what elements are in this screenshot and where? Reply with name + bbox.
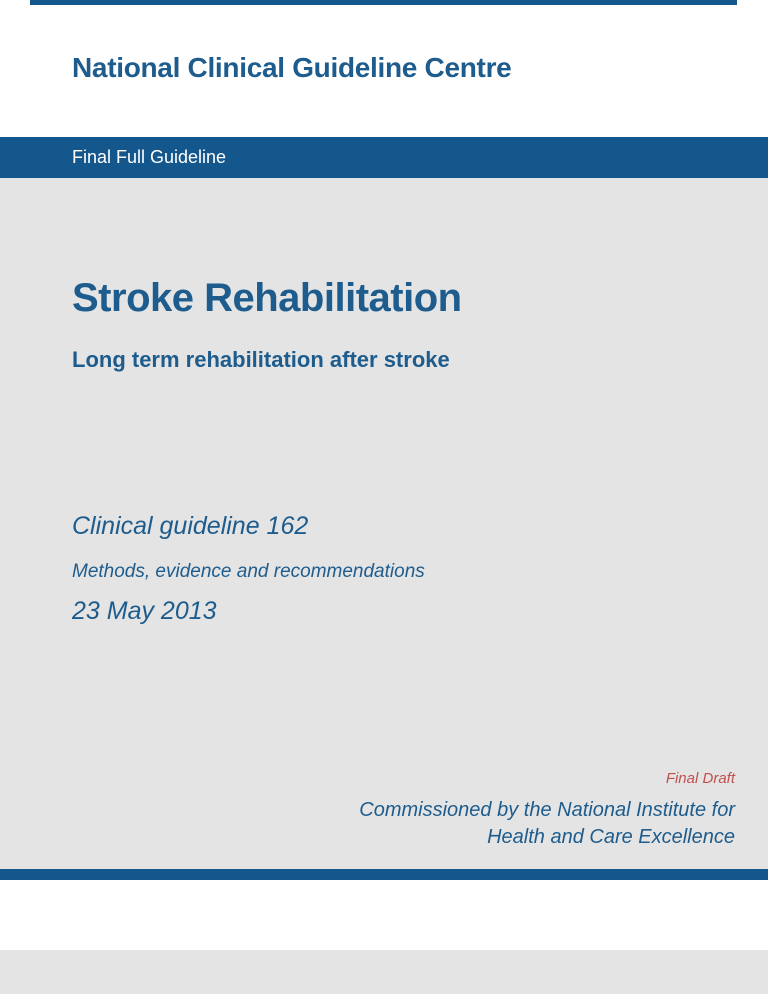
document-title: Stroke Rehabilitation bbox=[72, 276, 462, 320]
status-banner-label: Final Full Guideline bbox=[72, 147, 227, 167]
publication-date: 23 May 2013 bbox=[72, 597, 217, 625]
bottom-rule bbox=[0, 869, 768, 880]
commissioned-by-text bbox=[359, 797, 735, 851]
footer-strip bbox=[0, 950, 768, 994]
status-banner bbox=[0, 137, 768, 178]
final-draft-label: Final Draft bbox=[665, 770, 735, 787]
commissioned-by-line1: Commissioned by the National Institute for bbox=[359, 799, 735, 821]
organisation-title: National Clinical Guideline Centre bbox=[72, 52, 512, 83]
document-subtitle: Long term rehabilitation after stroke bbox=[72, 347, 450, 372]
commissioned-by-line2: Health and Care Excellence bbox=[487, 826, 735, 848]
guideline-number: Clinical guideline 162 bbox=[72, 512, 309, 540]
guideline-description: Methods, evidence and recommendations bbox=[72, 561, 425, 582]
top-rule bbox=[30, 0, 737, 5]
